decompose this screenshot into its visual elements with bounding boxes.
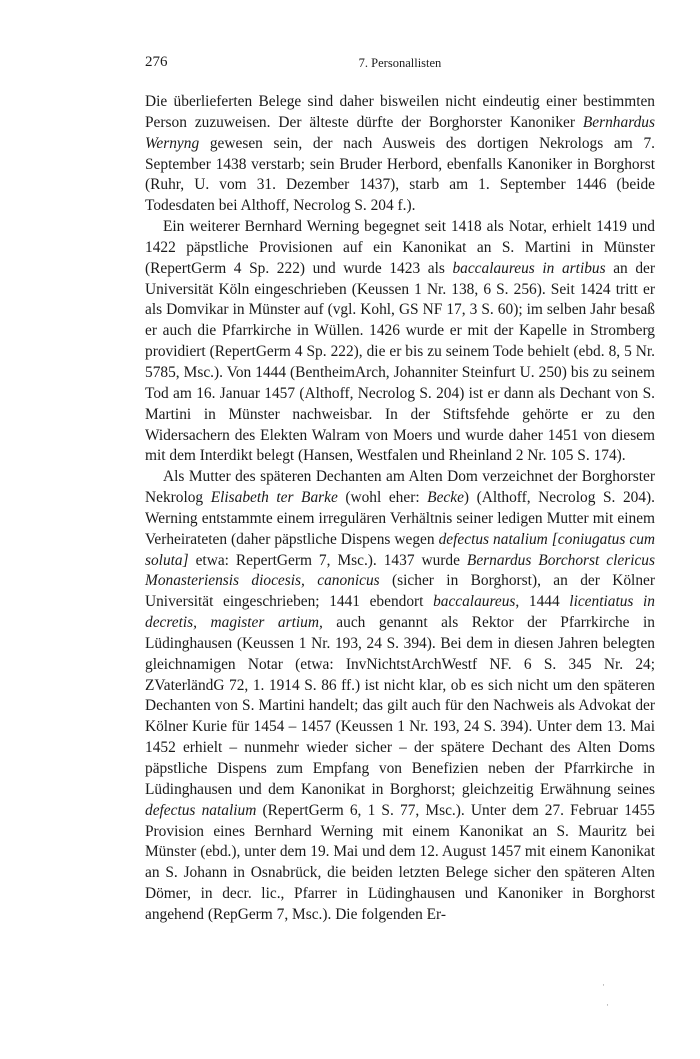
text-run: Als Mutter des späteren Dechanten am Alten Dom verzeichnet der Borghorster Nekrolog (145, 468, 655, 507)
text-run: (sicher in Borghorst), an der Kölner Universität eingeschrieben; 1441 ebendort (145, 572, 655, 611)
italic-text: baccalaureus (433, 593, 516, 611)
page-number: 276 (145, 54, 168, 70)
page-header (145, 54, 655, 74)
text-run: Ein weiterer Bernhard Werning begegnet seit 1418 als Notar, erhielt 1419 und 1422 päpstliche Provisionen auf ein Kanonikat an S. Martini in Münster (RepertGerm 4 Sp. 222) und wurde 1423 als (145, 218, 655, 277)
text-run: (RepertGerm 6, 1 S. 77, Msc.). Unter dem 27. Februar 1455 Provision eines Bernhard Werning mit einem Kanonikat an S. Mauritz bei Münster (ebd.), unter dem 19. Mai und dem 12. August 1457 mit einem Kanonikat an S. Johann in Osnabrück, die beiden letzten Belege sicher den späteren Alten Dömer, in decr. lic., Pfarrer in Lüdinghausen und Kanoniker in Borghorst angehend (RepGerm 7, Msc.). Die folgenden Er- (145, 801, 655, 923)
text-run: ) (Althoff, Necrolog S. 204). Werning entstammte einem irregulären Verhältnis seiner ledigen Mutter mit einem Verheirateten (daher päpstliche Dispens wegen (145, 489, 656, 548)
running-head: 7. Personallisten (358, 56, 442, 70)
italic-text: defectus natalium [coniugatus cum soluta] (145, 530, 655, 569)
italic-text: Bernardus Borchorst clericus Monasteriensis diocesis, canonicus (145, 551, 655, 590)
text-run: , 1444 (515, 593, 570, 611)
text-run: etwa: RepertGerm 7, Msc.). 1437 wurde (188, 551, 467, 569)
scan-speck: · (606, 1000, 609, 1010)
italic-text: licentiatus in decretis, magister artium, (145, 593, 656, 632)
text-run: Die überlieferten Belege sind daher bisweilen nicht eindeutig einer bestimmten Person zuzuweisen. Der älteste dürfte der Borghorster Kanoniker (145, 93, 655, 131)
paragraph (145, 467, 655, 926)
text-run: (wohl eher: (337, 489, 428, 507)
italic-text: Becke (427, 489, 464, 507)
italic-text: defectus natalium (145, 801, 257, 819)
italic-text: Bernhardus Wernyng (145, 113, 655, 152)
body-text (145, 92, 655, 926)
scan-speck: · (602, 980, 605, 990)
text-run: gewesen sein, der nach Ausweis des dortigen Nekrologs am 7. September 1438 verstarb; sein Bruder Herbord, ebenfalls Kanoniker in Borghorst (Ruhr, U. vom 31. Dezember 1437), starb am 1. September 1446 (beide Todesdaten bei Althoff, Necrolog S. 204 f.). (145, 134, 655, 215)
text-run: auch genannt als Rektor der Pfarrkirche in Lüdinghausen (Keussen 1 Nr. 193, 24 S. 394). Bei dem in diesen Jahren belegten gleichnamigen Notar (etwa: InvNichtstArchWestf NF. 6 S. 345 Nr. 24; ZVaterländG 72, 1. 1914 S. 86 ff.) ist nicht klar, ob es sich nicht um den späteren Dechanten von S. Martini handelt; das gilt auch für den Nachweis als Advokat der Kölner Kurie für 1454 – 1457 (Keussen 1 Nr. 193, 24 S. 394). Unter dem 13. Mai 1452 erhielt – nunmehr wieder sicher – der spätere Dechant des Alten Doms päpstliche Dispens zum Empfang von Benefizien neben der Pfarrkirche in Lüdinghausen und dem Kanonikat in Borghorst; gleichzeitig Erwähnung seines (145, 614, 655, 798)
italic-text: Elisabeth ter Barke (210, 489, 338, 507)
text-run: an der Universität Köln eingeschrieben (Keussen 1 Nr. 138, 6 S. 256). Seit 1424 tritt er als Domvikar in Münster auf (vgl. Kohl, GS NF 17, 3 S. 60); im selben Jahr besaß er auch die Pfarrkirche in Wüllen. 1426 wurde er mit der Kapelle in Stromberg providiert (RepertGerm 4 Sp. 222), die er bis zu seinem Tode behielt (ebd. 8, 5 Nr. 5785, Msc.). Von 1444 (BentheimArch, Johanniter Steinfurt U. 250) bis zu seinem Tod am 16. Januar 1457 (Althoff, Necrolog S. 204) ist er dann als Dechant von S. Martini in Münster nachweisbar. In der Stiftsfehde gehörte er zu den Widersachern des Elekten Walram von Moers und wurde daher 1451 von diesem mit dem Interdikt belegt (Hansen, Westfalen und Rheinland 2 Nr. 105 S. 174). (145, 259, 655, 465)
paragraph (145, 92, 655, 217)
italic-text: baccalaureus in artibus (452, 259, 606, 277)
paragraph (145, 217, 655, 467)
